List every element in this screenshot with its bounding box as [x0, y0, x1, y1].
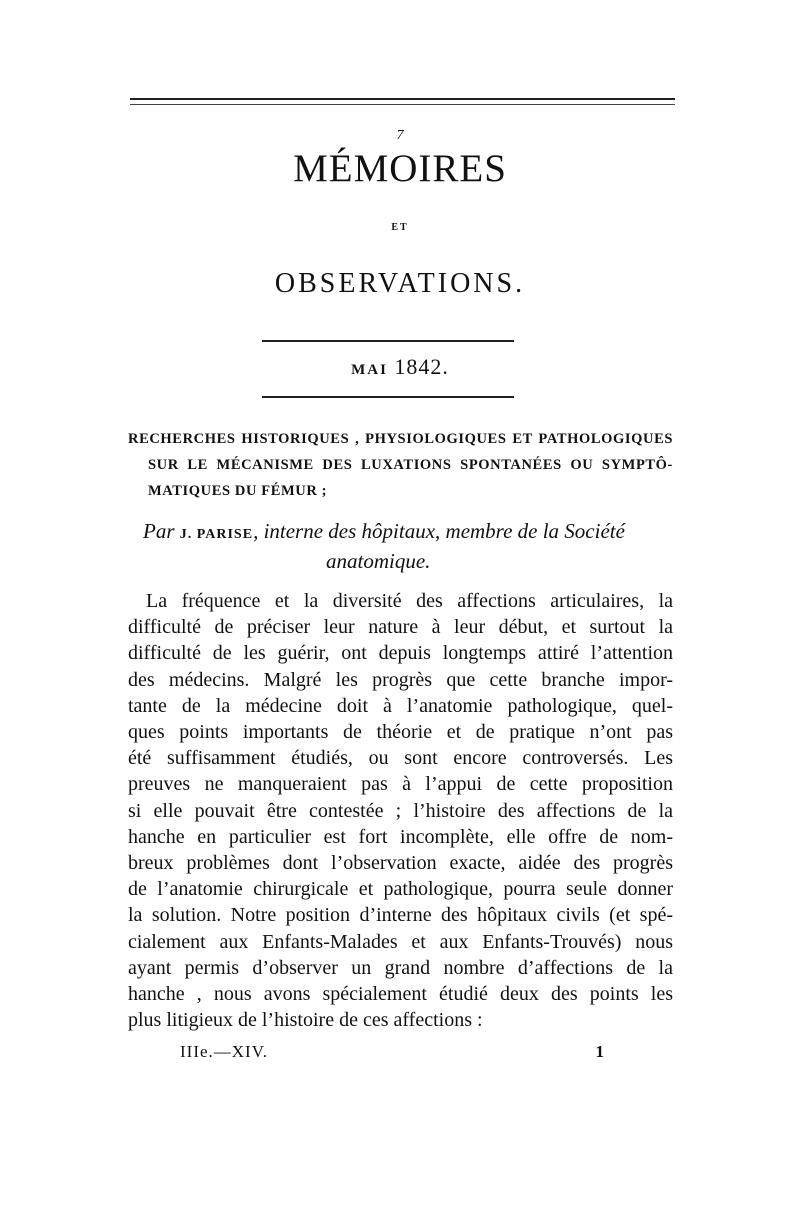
body-line: ques points importants de théorie et de pratique n’ont pas — [128, 721, 673, 744]
title-mark: 7 — [396, 128, 404, 143]
byline-line — [128, 518, 688, 548]
body-line: La fréquence et la diversité des affections articulaires, la — [146, 590, 673, 612]
issue-year: 1842. — [394, 354, 449, 379]
body-line: de l’anatomie chirurgicale et pathologique, pourra seule donner — [128, 878, 673, 901]
page-subtitle: OBSERVATIONS. — [274, 268, 526, 299]
body-line: plus litigieux de l’histoire de ces affections : — [128, 1009, 483, 1032]
body-line: des médecins. Malgré les progrès que cette branche impor- — [128, 668, 673, 691]
date-rule-top — [262, 340, 514, 342]
article-body — [128, 588, 673, 1033]
article-heading — [128, 426, 673, 504]
issue-month: MAI — [351, 362, 388, 378]
top-rule — [130, 98, 675, 100]
article-byline — [128, 518, 688, 575]
signature-mark: IIIe.—XIV. — [180, 1042, 269, 1061]
body-line: cialement aux Enfants-Malades et aux Enfants-Trouvés) nous — [128, 930, 673, 953]
top-rule-thin — [130, 104, 675, 105]
byline-affiliation: , interne des hôpitaux, membre de la Société — [253, 519, 625, 543]
page-number: 1 — [595, 1042, 605, 1061]
byline-par: Par — [143, 519, 175, 543]
heading-line: SUR LE MÉCANISME DES LUXATIONS SPONTANÉES OU SYMPTÔ- — [148, 457, 673, 473]
body-line: breux problèmes dont l’observation exacte, aidée des progrès — [128, 852, 673, 875]
page-title: MÉMOIRES — [293, 147, 507, 190]
byline-affiliation-cont: anatomique. — [326, 549, 431, 573]
body-line: difficulté de préciser leur nature à leur début, et surtout la — [128, 616, 673, 639]
body-line: été suffisamment étudiés, ou sont encore controversés. Les — [128, 747, 673, 770]
body-line: difficulté de les guérir, ont depuis longtemps attiré l’attention — [128, 642, 673, 665]
heading-line: RECHERCHES HISTORIQUES , PHYSIOLOGIQUES ET PATHOLOGIQUES — [128, 431, 673, 447]
body-line: hanche , nous avons spécialement étudié deux des points les — [128, 983, 673, 1006]
issue-date — [0, 354, 800, 380]
heading-line: MATIQUES DU FÉMUR ; — [148, 483, 328, 499]
body-line: hanche en particulier est fort incomplète, elle offre de nom- — [128, 825, 673, 848]
body-line: tante de la médecine doit à l’anatomie pathologique, quel- — [128, 694, 673, 717]
author-name: J. PARISE — [179, 527, 254, 542]
body-line: ayant permis d’observer un grand nombre d’affections de la — [128, 956, 673, 979]
title-conjunction: ET — [391, 222, 409, 233]
date-rule-bottom — [262, 396, 514, 398]
body-line: la solution. Notre position d’interne des hôpitaux civils (et spé- — [128, 904, 673, 927]
body-line: si elle pouvait être contestée ; l’histoire des affections de la — [128, 799, 673, 822]
body-line: preuves ne manqueraient pas à l’appui de cette proposition — [128, 773, 673, 796]
